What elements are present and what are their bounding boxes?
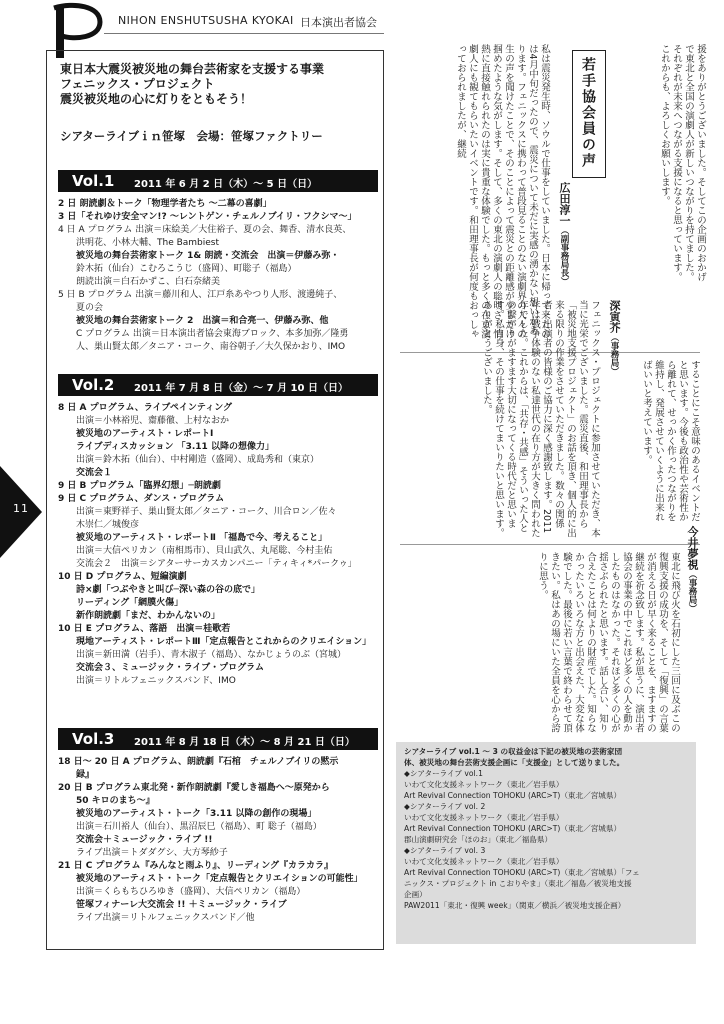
schedule-line: 9 日 C プログラム、ダンス・プログラム — [58, 494, 225, 504]
header-rule — [104, 33, 384, 34]
schedule-line: 出演＝小林裕児、齋藤徹、上村なおか — [76, 416, 230, 426]
schedule-line: 5 日 B プログラム 出演＝藤川和人、江戸糸あやつり人形、渡邊純子、 — [58, 290, 343, 300]
schedule-line: 洪明花、小林大輔、The Bambiest — [76, 238, 220, 248]
schedule-line: 交流会３、ミュージック・ライブ・プログラム — [76, 663, 265, 673]
schedule-line: 10 日 D プログラム、短編演劇 — [58, 572, 187, 582]
schedule-line: 50 キロのまち～』 — [76, 796, 155, 806]
person-text: フェニックス・プロジェクトに参加させていただき、本当に光栄でございました。震災直後、和田理事長から「被災地支援プロジェクト」のお話を頂き、個人的に出来る限りの作業をさせていただきました。数々の関係者・出演者の皆様のご協力に深く感謝致します。2011年は戦争体験のない私達世代の在り方が大きく問われた年でした。これからは、「共存・共感」そういった人との繋がりがますます大切になってくる時代だと思います。私自身、その仕事を続けてまいりたいと思います。ありがとうございました。 — [481, 300, 600, 538]
schedule-line: 鈴木拓（仙台）こむろこうじ（盛岡）、町聡子（福島） — [76, 264, 297, 274]
schedule-line: 新作朗読劇「まだ、わかんないの」 — [76, 611, 221, 621]
donation-intro: 体、被災地の舞台芸術支援企画に「支援金」として送りました。 — [404, 758, 625, 767]
donation-line: Art Revival Connection TOHOKU (ARC>T)（東北／宮城県） — [404, 791, 622, 800]
schedule-line: 録』 — [76, 770, 95, 780]
schedule-line: 朗読出演＝白石かずこ、白石奈緒美 — [76, 277, 221, 287]
schedule-line: 出演＝石川裕人（仙台）、黒沼辰巳（福島）、町 聡子（福島） — [76, 822, 322, 832]
schedule-line: ライブ出演＝トダダグシ、大方琴紗子 — [76, 848, 228, 858]
schedule-line: 被災地のアーティスト・トーク「定点報告とクリエイションの可能性」 — [76, 874, 363, 884]
schedule-line: 現地アーティスト・レポートⅢ「定点報告とこれからのクリエイション」 — [76, 637, 372, 647]
page-number: 11 — [13, 502, 29, 515]
intro-text: 援をありがとうございました。そしてこの企画のおかげで東北と全国の演劇人が新しいつながりを持てました。それぞれが未来へつながる支援になると思っています。これからも、よろしくお願いします。 — [659, 44, 706, 282]
schedule-line: 被災地のアーティスト・レポートⅠ — [76, 429, 214, 439]
schedule-list — [58, 198, 380, 354]
donation-line: 郡山演劇研究会「ほのお」（東北／福島県） — [404, 835, 553, 844]
schedule-line: 被災地の舞台芸術家トーク 2 出演＝和合亮一、伊藤み弥、他 — [76, 316, 329, 326]
schedule-line: 交流会１ — [76, 468, 113, 478]
schedule-line: 詩×劇「つぶやきと叫び─深い森の谷の底で」 — [76, 585, 260, 595]
donation-line: Art Revival Connection TOHOKU (ARC>T)（東北／宮城県） — [404, 824, 622, 833]
schedule-line: 2 日 朗読劇＆トーク「物理学者たち ～二幕の喜劇」 — [58, 199, 272, 209]
donation-line: いわて文化支援ネットワーク（東北／岩手県） — [404, 780, 564, 789]
schedule-line: ライブディスカッション 「3.11 以降の想像力」 — [76, 442, 274, 452]
schedule-line: 笹塚フィナーレ大交流会 !! ＋ミュージック・ライブ — [76, 900, 287, 910]
donation-line: ◆シアターライブ vol.1 — [404, 769, 483, 778]
vol-header — [58, 170, 378, 192]
separator — [400, 544, 700, 545]
schedule-line: 出演＝東野祥子、巣山賢太郎／タニア・コーク、川合ロン／佐々 — [76, 507, 337, 517]
donation-line: いわて文化支援ネットワーク（東北／岩手県） — [404, 813, 564, 822]
vol-label: Vol.1 — [72, 172, 115, 190]
donation-line: ニックス・プロジェクト in こおりやま」（東北／福島／被災地支援 — [404, 879, 632, 888]
schedule-line: ライブ出演＝リトルフェニックスバンド／他 — [76, 913, 255, 923]
vol-header — [58, 728, 378, 750]
schedule-line: 出演＝鈴木拓（仙台）、中村剛造（盛岡）、成島秀和（東京） — [76, 455, 320, 465]
donation-line: 企画） — [404, 890, 427, 899]
schedule-line: 被災地の舞台芸術家トーク 1& 朗読・交流会 出演＝伊藤み弥・ — [76, 251, 340, 261]
schedule-line: 被災地のアーティスト・レポートⅡ 「福島で今、考えること」 — [76, 533, 328, 543]
schedule-line: 交流会２ 出演＝シアターサーカスカンパニー「ティキィ*パークゥ」 — [76, 559, 357, 569]
donation-intro: シアターライブ vol.1 ～ 3 の収益金は下記の被災地の芸術家団 — [404, 747, 623, 756]
vol-dates: 2011 年 6 月 2 日（木）〜 5 日（日） — [134, 179, 318, 190]
donation-line: PAW2011「東北・復興 week」（関東／横浜／被災地支援企画） — [404, 901, 626, 910]
schedule-line: 人、巣山賢太郎／タニア・コーク、南谷朝子／大久保かおり、IMO — [76, 342, 346, 352]
schedule-line: 木崇仁／城俊彦 — [76, 520, 140, 530]
org-name-jp: 日本演出者協会 — [300, 16, 377, 29]
venue: シアターライブｉｎ笹塚 会場：笹塚ファクトリー — [60, 129, 323, 143]
schedule-line: 出演＝大信ペリカン（南相馬市）、貝山武久、丸尾聡、今村圭佑 — [76, 546, 333, 556]
donation-line: Art Revival Connection TOHOKU (ARC>T)（東北／宮城県）「フェ — [404, 868, 640, 877]
schedule-line: 夏の会 — [76, 303, 104, 313]
continuation-text: することにこそ意味のあるイベントだと思います。今後も政治性や芸術性から離れて、せっかく作ったつながりを維持し、発展させていくように出来ればいいと考えています。 — [641, 360, 700, 522]
schedule-line: 交流会＋ミュージック・ライブ !! — [76, 835, 213, 845]
schedule-line: C プログラム 出演＝日本演出者協会東海ブロック、本多加弥／隆勇 — [76, 329, 349, 339]
title-line: 震災被災地の心に灯りをともそう！ — [60, 92, 253, 106]
schedule-line: 出演＝くらもちひろゆき（盛岡）、大信ペリカン（福島） — [76, 887, 306, 897]
vol-dates: 2011 年 8 月 18 日（木）〜 8 月 21 日（日） — [134, 737, 355, 748]
schedule-line: 被災地のアーティスト・トーク「3.11 以降の創作の現場」 — [76, 809, 317, 819]
schedule-line: 21 日 C プログラム『みんなと雨ふり』、リーディング『カラカラ』 — [58, 861, 334, 871]
schedule-line: 4 日 A プログラム 出演＝床絵美／大住裕子、夏の会、舞香、清水良英、 — [58, 225, 352, 235]
vol-header — [58, 374, 378, 396]
vol-dates: 2011 年 7 月 8 日（金）〜 7 月 10 日（日） — [134, 383, 348, 394]
vol-label: Vol.3 — [72, 730, 115, 748]
schedule-list — [58, 402, 380, 688]
person-name: 今井夢視（事務局） — [686, 526, 699, 613]
schedule-list — [58, 756, 380, 925]
schedule-line: リーディング「網膜火傷」 — [76, 598, 184, 608]
donation-box — [396, 742, 696, 944]
section-title: 若手協会員の声 — [572, 50, 606, 178]
person-name: 広田淳一（副事務局長） — [558, 182, 571, 286]
person-name: 深寅芥（事務局） — [608, 300, 621, 376]
donation-line: ◆シアターライブ vol. 2 — [404, 802, 486, 811]
schedule-line: 20 日 B プログラム東北発・新作朗読劇『愛しき福島へ～原発から — [58, 783, 330, 793]
schedule-line: 10 日 E プログラム、落語 出演＝桂歌若 — [58, 624, 231, 634]
schedule-line: 3 日「それゆけ安全マン!? ～レントゲン・チェルノブイリ・フクシマ～」 — [58, 212, 357, 222]
vol-label: Vol.2 — [72, 376, 115, 394]
schedule-line: 出演＝リトルフェニックスバンド、IMO — [76, 676, 236, 686]
donation-line: ◆シアターライブ vol. 3 — [404, 846, 486, 855]
org-name-en: NIHON ENSHUTSUSHA KYOKAI — [118, 14, 294, 27]
donation-line: いわて文化支援ネットワーク（東北／岩手県） — [404, 857, 564, 866]
schedule-line: 18 日～ 20 日 A プログラム、朗読劇『石棺 チェルノブイリの黙示 — [58, 757, 339, 767]
title-line: フェニックス・プロジェクト — [60, 77, 215, 91]
title-line: 東日本大震災被災地の舞台芸術家を支援する事業 — [60, 62, 325, 76]
schedule-line: 出演＝新田満（岩手）、青木淑子（福島）、なかじょうのぶ（宮城） — [76, 650, 347, 660]
event-title — [60, 62, 380, 107]
schedule-line: 9 日 B プログラム「臨界幻想」─朗読劇 — [58, 481, 221, 491]
schedule-line: 8 日 A プログラム、ライブペインティング — [58, 403, 233, 413]
person-text: 東北に飛び火を石初にした三回に及ぶこの復興支援の成功を、そして「復興」の言葉が消える日が早く来ることを、ますますの継続を祈念致します。私が思うに、演出者協会の事業の中でこれほど多くの人を動かしたものはなかった。それほど多くの心が揺さぶられたと思います。話し合い、知り合えたことは何よりの財産でした。知らなかったいろいろな方と出会えた、大変な体験でした。最後に若い言葉で終わらせて頂きたい。私はあの場にいた全員を心から誇りに思う。 — [537, 552, 680, 733]
person-text: 私は震災発生時、ソウルで仕事をしていました。日本に帰って来たのは4月中旬だったので、震災について未だに実感の湧かない想いがあります。フェニックスに携わって普段見ることのない演劇界の人々の生の声を聞けたことで、そのことによって震災との距離感が少しだけ掴めたような気がします。そして、多くの東北の演劇人の聡明さ、情熱に直接触れられたのは実に貴重な体験でした。もっと多くの在京演劇人にも観てもらいたいイベントです。和田理事長が何度もおっしゃっておられましたが、継続 — [455, 44, 550, 339]
